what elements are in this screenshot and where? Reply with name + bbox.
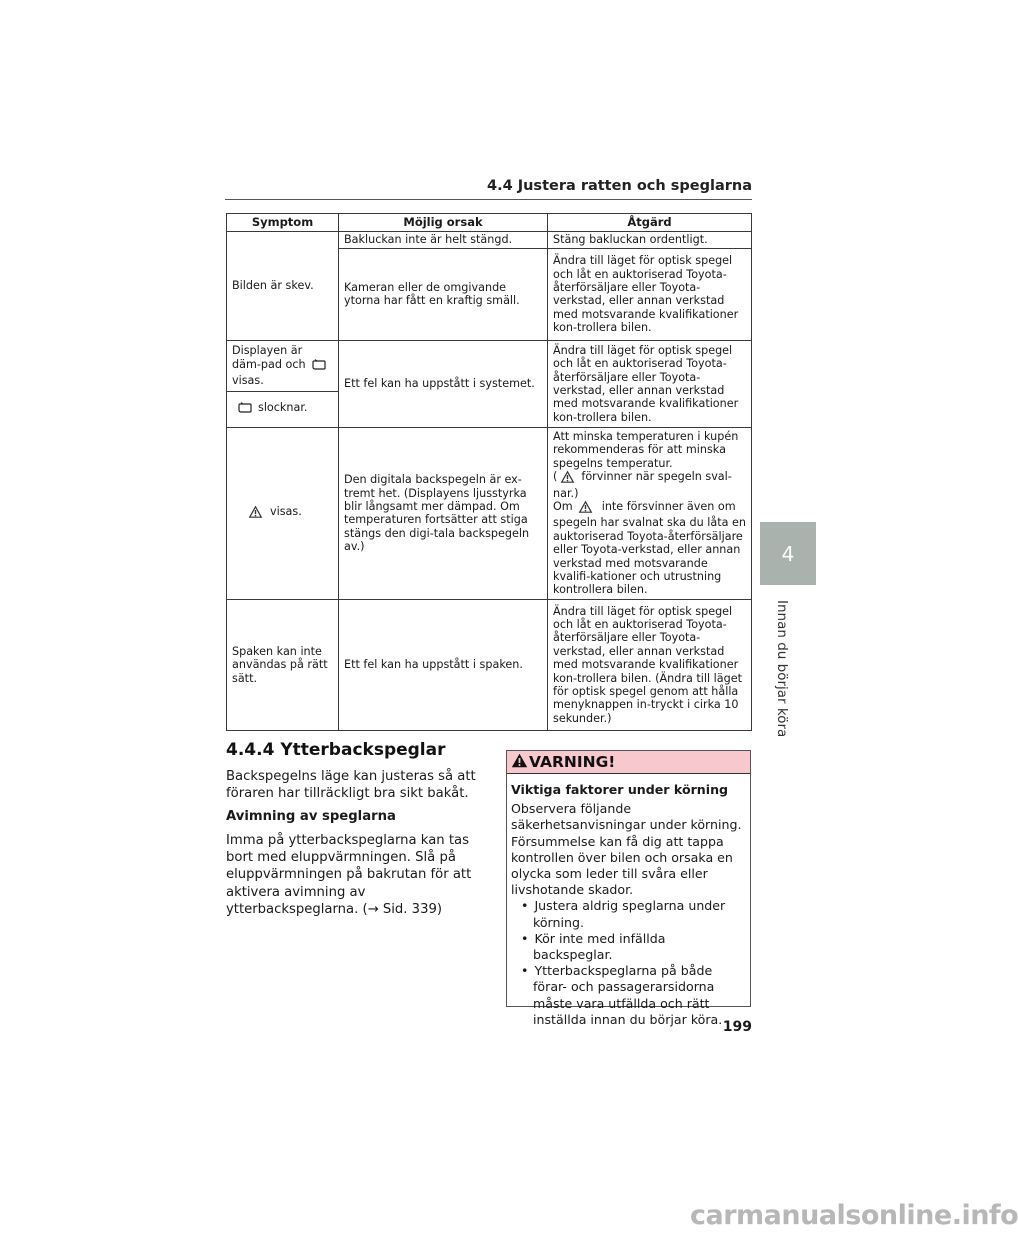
section-heading: 4.4.4 Ytterbackspeglar [226,740,446,760]
table-row [227,600,752,731]
section-intro: Backspegelns läge kan justeras så att föraren har tillräckligt bra sikt bakåt. [226,769,476,802]
warning-title: VARNING! [529,753,616,771]
action-cell: Att minska temperaturen i kupén rekommenderas för att minska spegelns temperatur. ( förvinner när spegeln sval-nar.) Om inte försvinner även om spegeln har svalnat ska du låta en auktoriserad Toyota-återförsäljare eller Toyota-verkstad, eller annan verkstad med motsvarande kvalifi-kationer och utrustning kontrollera bilen. [548,428,752,600]
chapter-tab: 4 [760,522,816,585]
warning-text: Observera följande säkerhetsanvisningar under körning. Försummelse kan få dig att tappa kontrollen över bilen och orsaka en olycka som leder till svåra eller livshotande skador. [511,801,742,898]
page-number: 199 [722,1019,752,1035]
warning-body [507,774,750,1028]
warning-heading: Viktiga faktorer under körning [511,782,729,797]
cause-cell: Ett fel kan ha uppstått i systemet. [339,341,548,428]
action-cell: Ändra till läget för optisk spegel och låt en auktoriserad Toyota-återförsäljare eller Toyota-verkstad, eller annan verkstad med motsvarande kvalifikationer kon-trollera bilen. (Ändra till läget för optisk spegel genom att hålla menyknappen in-tryckt i cirka 10 sekunder.) [548,600,752,731]
warning-triangle-icon [561,471,574,486]
header-cause: Möjlig orsak [339,214,548,232]
mirror-outline-icon [238,402,252,417]
table-header-row [227,214,752,232]
action-cell: Stäng bakluckan ordentligt. [548,232,752,249]
troubleshooting-table [226,213,752,731]
table-row [227,428,752,600]
header-symptom: Symptom [227,214,339,232]
warning-title-bar [507,751,750,774]
symptom-cell: Bilden är skev. [227,232,339,341]
table-row [227,232,752,249]
list-item: • Ytterbackspeglarna på både förar- och passagerarsidorna måste vara utfällda och rätt inställda innan du börjar köra. [511,963,746,1028]
warning-box [506,750,751,1027]
action-cell: Ändra till läget för optisk spegel och låt en auktoriserad Toyota-återförsäljare eller Toyota-verkstad, eller annan verkstad med motsvarande kvalifikationer kon-trollera bilen. [548,341,752,428]
chapter-header: 4.4 Justera ratten och speglarna [486,178,752,194]
symptom-cell: slocknar. [227,392,339,428]
warning-triangle-icon [249,506,262,521]
cause-cell: Ett fel kan ha uppstått i spaken. [339,600,548,731]
cause-cell: Den digitala backspegeln är ex-tremt het. (Displayens ljusstyrka blir långsamt mer dämpad. Om temperaturen fortsätter att stiga stängs den digi-tala backspegeln av.) [339,428,548,600]
action-cell: Ändra till läget för optisk spegel och låt en auktoriserad Toyota-återförsäljare eller Toyota-verkstad, eller annan verkstad med motsvarande kvalifikationer kon-trollera bilen. [548,249,752,341]
header-rule [225,199,752,200]
warning-triangle-icon [579,501,592,516]
section-subheading: Avimning av speglarna [226,809,396,824]
list-item: • Kör inte med infällda backspeglar. [511,931,746,963]
cause-cell: Bakluckan inte är helt stängd. [339,232,548,249]
cause-cell: Kameran eller de omgivande ytorna har fått en kraftig smäll. [339,249,548,341]
symptom-cell: Displayen är däm-pad ochvisas. [227,341,339,392]
mirror-outline-icon [312,359,326,374]
section-body: Imma på ytterbackspeglarna kan tas bort med eluppvärmningen. Slå på eluppvärmningen på bakrutan för att aktivera avimning av ytterbackspeglarna. (→ Sid. 339) [226,833,472,917]
symptom-cell: visas. [227,428,339,600]
warning-triangle-icon [511,753,529,772]
symptom-cell: Spaken kan inte användas på rätt sätt. [227,600,339,731]
header-action: Åtgärd [548,214,752,232]
chapter-tab-label: Innan du börjar köra [774,600,790,738]
list-item: • Justera aldrig speglarna under körning. [511,898,746,930]
warning-list [511,898,746,1028]
table-row [227,341,752,392]
watermark: carmanualsonline.info [690,1200,1018,1231]
